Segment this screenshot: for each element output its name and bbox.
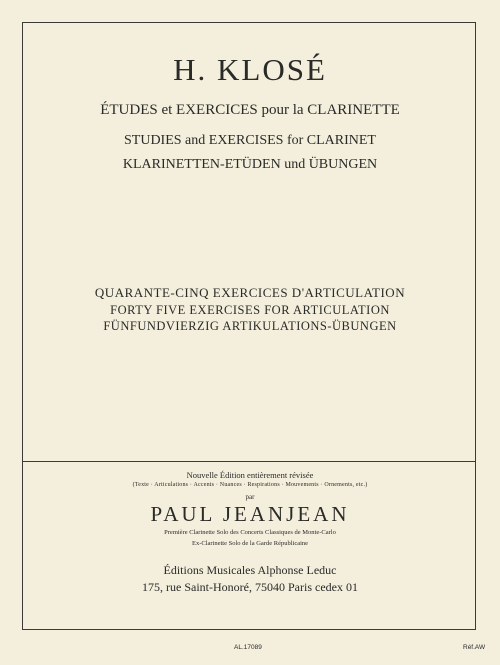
edition-by: par bbox=[245, 493, 255, 501]
title-french: ÉTUDES et EXERCICES pour la CLARINETTE bbox=[100, 102, 400, 118]
publisher-name: Éditions Musicales Alphonse Leduc bbox=[163, 563, 337, 577]
title-german: KLARINETTEN-ETÜDEN und ÜBUNGEN bbox=[122, 157, 378, 172]
subtitle-french: QUARANTE-CINQ EXERCICES D'ARTICULATION bbox=[94, 285, 406, 300]
editor-name: PAUL JEANJEAN bbox=[150, 502, 350, 526]
editor-position-1: Première Clarinette Solo des Concerts Classiques de Monte-Carlo bbox=[164, 529, 336, 536]
editor-position-2: Ex-Clarinette Solo de la Garde Républicaine bbox=[191, 540, 309, 547]
reference-code: Réf.AW bbox=[463, 644, 486, 651]
publisher-address: 175, rue Saint-Honoré, 75040 Paris cedex 01 bbox=[142, 580, 358, 594]
divider-rule bbox=[22, 461, 476, 462]
composer-name: H. KLOSÉ bbox=[173, 52, 327, 87]
edition-note: Nouvelle Édition entièrement révisée bbox=[186, 470, 314, 480]
catalog-code: AL.17089 bbox=[234, 644, 262, 651]
subtitle-german: FÜNFUNDVIERZIG ARTIKULATIONS-ÜBUNGEN bbox=[103, 319, 397, 333]
subtitle-english: FORTY FIVE EXERCISES FOR ARTICULATION bbox=[110, 303, 390, 317]
edition-details: (Texte · Articulations · Accents · Nuances · Respirations · Mouvements · Ornements, etc.) bbox=[132, 482, 368, 488]
title-english: STUDIES and EXERCISES for CLARINET bbox=[124, 133, 376, 148]
